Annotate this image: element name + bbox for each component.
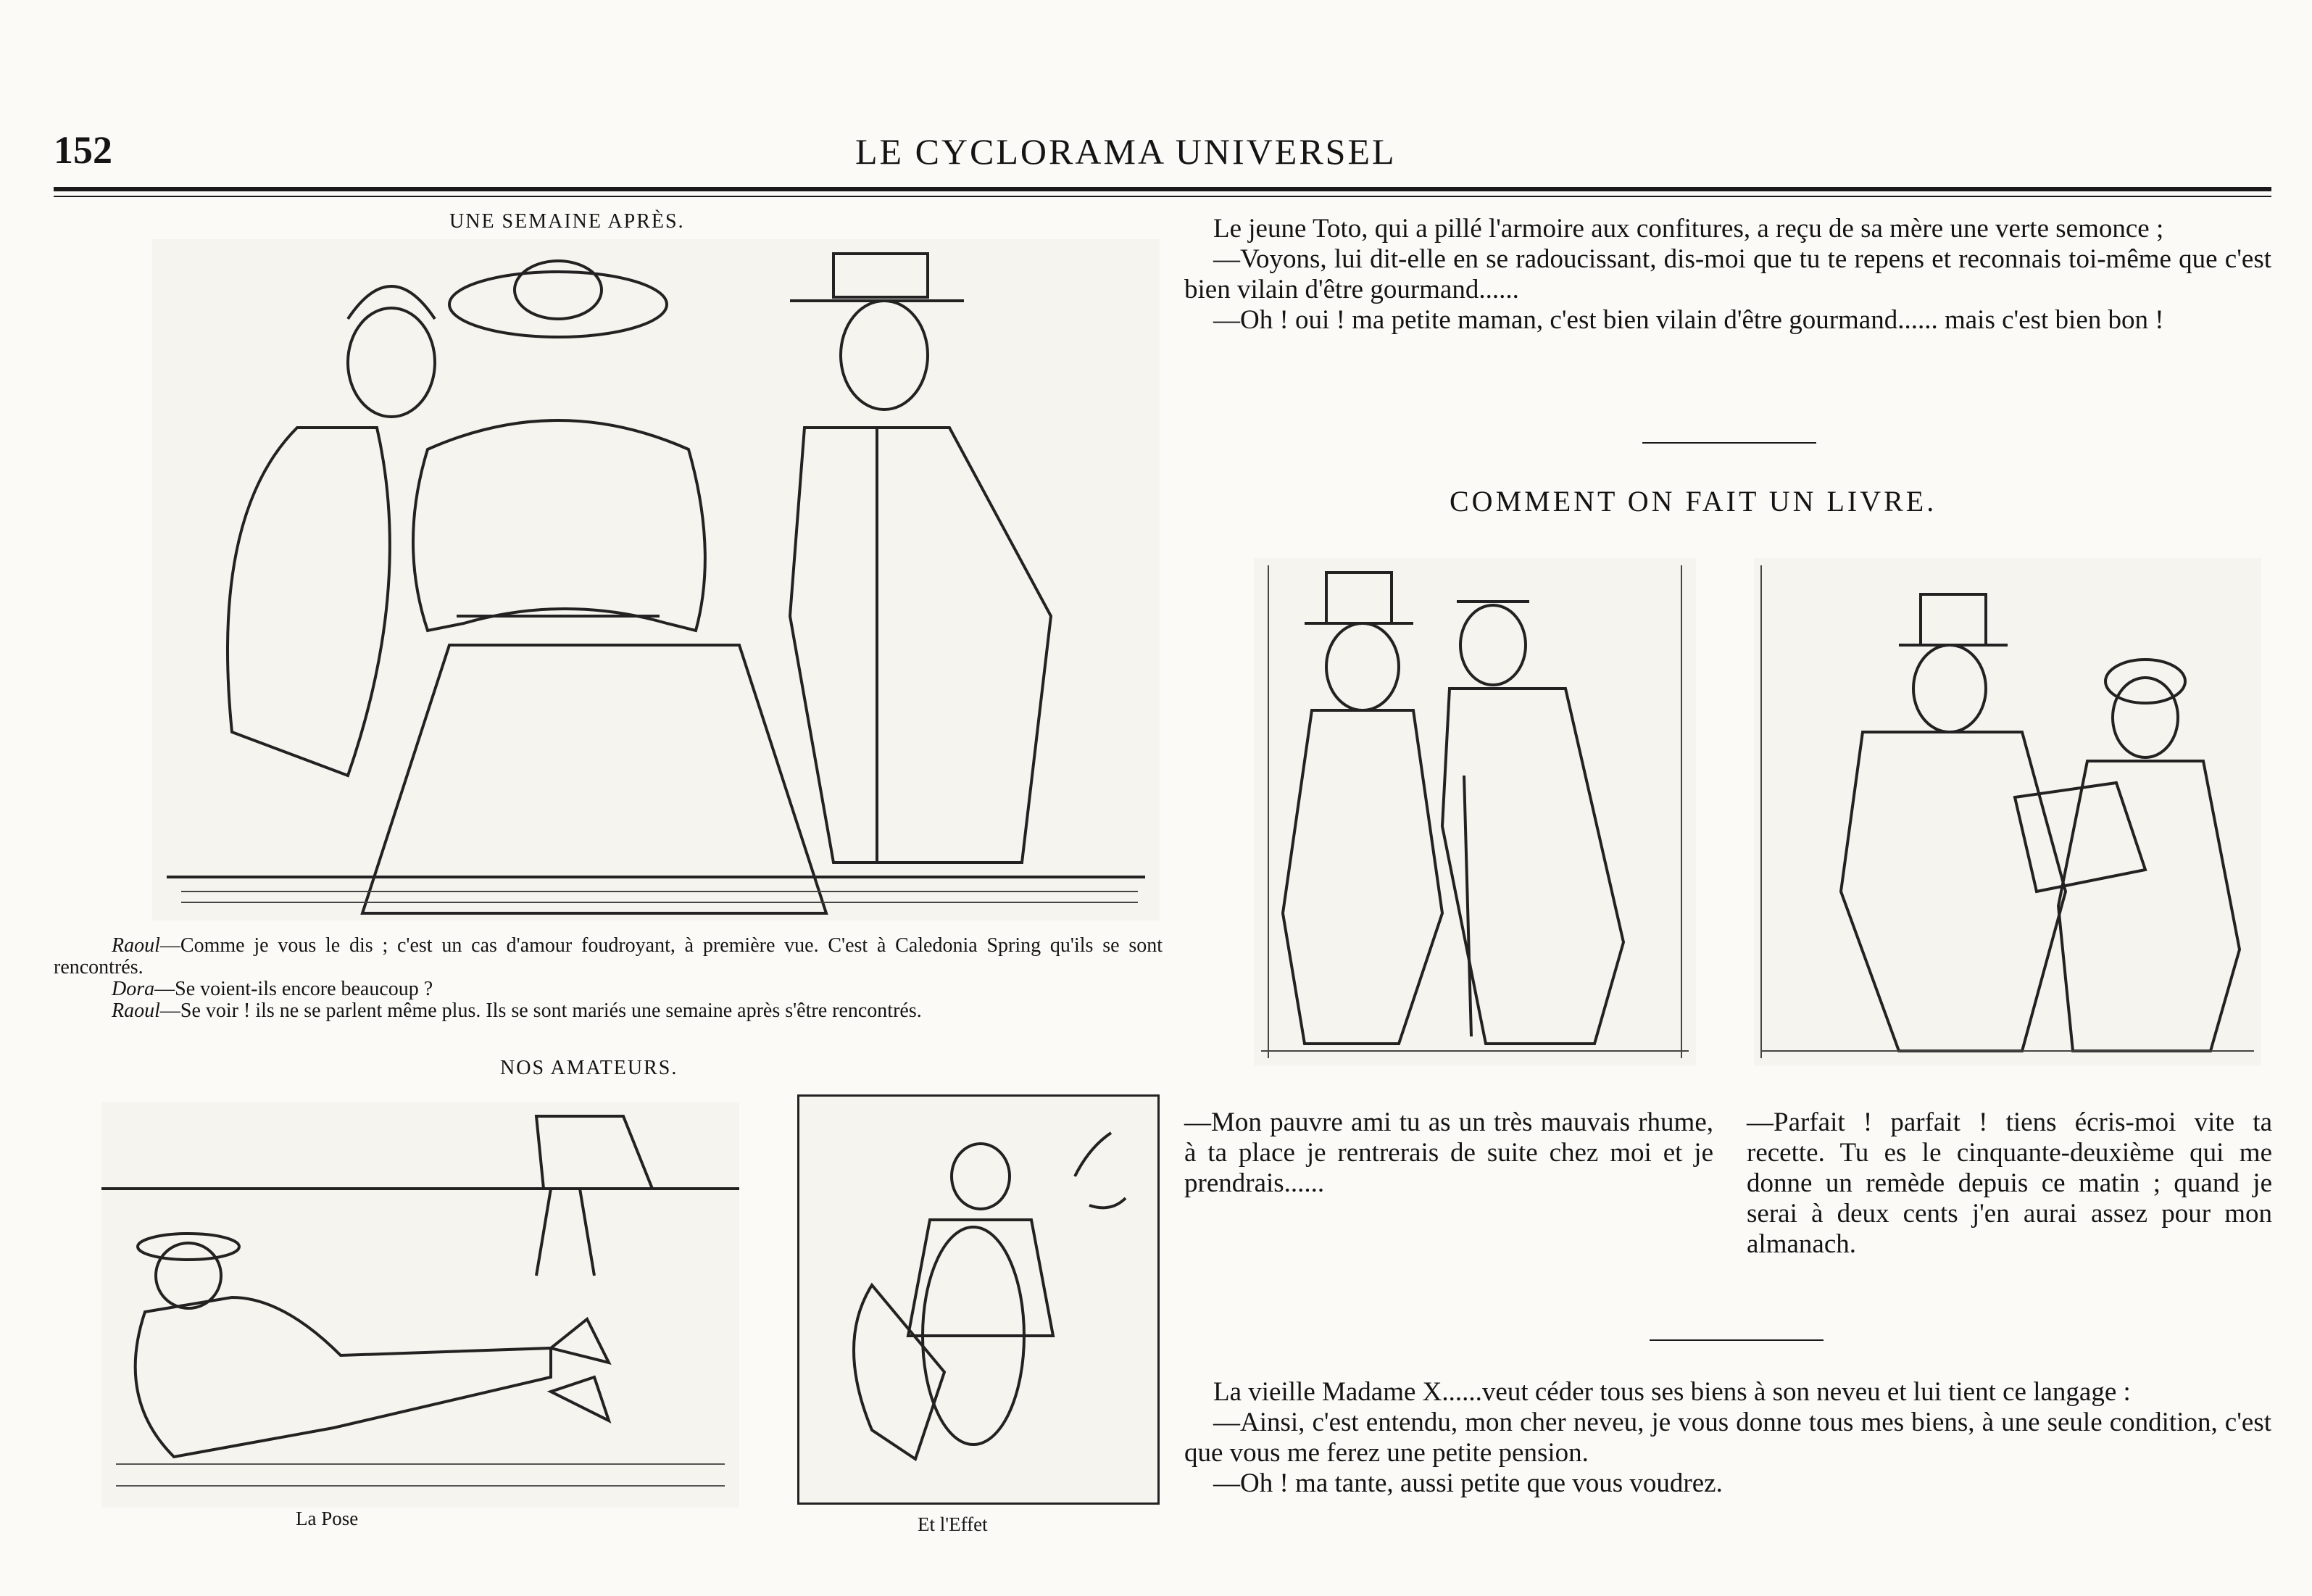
section-title-livre: COMMENT ON FAIT UN LIVRE.	[1450, 485, 1937, 518]
engraving-la-pose	[101, 1102, 739, 1508]
paragraph: —Oh ! ma tante, aussi petite que vous voudrez.	[1213, 1468, 1723, 1498]
separator-rule	[1650, 1339, 1824, 1341]
dialogue-line: —Comme je vous le dis ; c'est un cas d'amour foudroyant, à première vue. C'est à Caledonia Spring qu'ils se sont rencontrés.	[54, 934, 1163, 978]
dialogue-line: —Se voient-ils encore beaucoup ?	[154, 978, 433, 1000]
paragraph: La vieille Madame X......veut céder tous ses biens à son neveu et lui tient ce langage :	[1213, 1377, 2131, 1407]
caption-et-l-effet: Et l'Effet	[918, 1513, 988, 1535]
section-title-amateurs: NOS AMATEURS.	[500, 1057, 678, 1079]
caption-la-pose: La Pose	[296, 1508, 359, 1529]
paragraph: —Oh ! oui ! ma petite maman, c'est bien vilain d'être gourmand...... mais c'est bien bon !	[1213, 305, 2164, 335]
engraving-three-figures	[152, 239, 1160, 920]
paragraph: —Ainsi, c'est entendu, mon cher neveu, je vous donne tous mes biens, à une seule condition, c'est que vous me ferez une petite pension.	[1184, 1408, 2271, 1468]
anecdote-madame-x	[1184, 1377, 2271, 1499]
caption-livre-left: —Mon pauvre ami tu as un très mauvais rhume, à ta place je rentrerais de suite chez moi et je prendrais......	[1184, 1107, 1713, 1198]
paragraph: Le jeune Toto, qui a pillé l'armoire aux confitures, a reçu de sa mère une verte semonce ;	[1213, 214, 2164, 244]
dialogue-text	[54, 935, 1163, 1022]
engraving-livre-left	[1254, 558, 1696, 1065]
speaker-raoul: Raoul	[112, 934, 160, 957]
caption-livre-right: —Parfait ! parfait ! tiens écris-moi vite ta recette. Tu es le cinquante-deuxième qui me donne un remède depuis ce matin ; quand je serai à deux cents j'en aurai assez pour mon almanach.	[1747, 1107, 2272, 1259]
engraving-livre-right	[1754, 558, 2261, 1065]
speaker-dora: Dora	[112, 978, 155, 1000]
separator-rule	[1642, 442, 1816, 444]
engraving-et-l-effet	[797, 1094, 1160, 1505]
speaker-raoul: Raoul	[112, 999, 160, 1022]
header-rule-thin	[54, 196, 2271, 197]
header-rule-thick	[54, 187, 2271, 191]
page-number: 152	[54, 128, 112, 172]
paragraph: —Voyons, lui dit-elle en se radoucissant, dis-moi que tu te repens et reconnais toi-même que c'est bien vilain d'être gourmand......	[1184, 244, 2271, 304]
illustration-caption-semaine: UNE SEMAINE APRÈS.	[449, 210, 685, 233]
dialogue-line: —Se voir ! ils ne se parlent même plus. Ils se sont mariés une semaine après s'être rencontrés.	[159, 999, 922, 1022]
anecdote-toto	[1184, 214, 2271, 336]
journal-title: LE CYCLORAMA UNIVERSEL	[855, 131, 1397, 172]
